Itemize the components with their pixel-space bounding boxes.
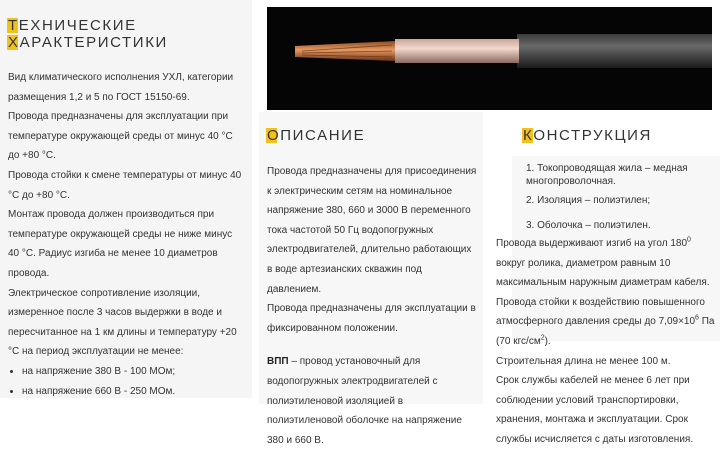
tech-heading: ТЕХНИЧЕСКИЕ ХАРАКТЕРИСТИКИ	[8, 17, 168, 51]
length-paragraph: Строительная длина не менее 100 м.	[496, 355, 671, 367]
list-item: • на напряжение 380 В - 100 МОм;	[22, 362, 246, 382]
description-heading: ОПИСАНИЕ	[267, 127, 366, 144]
tech-body	[8, 68, 246, 401]
tech-panel	[0, 0, 252, 398]
construction-panel	[490, 112, 720, 445]
tech-paragraph: Монтаж провода должен производиться при температуре окружающей среды не ниже минус 40 °С. Радиус изгиба не менее 10 диаметров провода.	[8, 209, 233, 279]
bend-paragraph: Провода выдерживают изгиб на угол $180^0$ вокруг ролика, диаметром равным 10 максимальным наружным диаметрам кабеля.	[496, 236, 710, 289]
vpp-label: ВПП	[267, 356, 289, 368]
vpp-paragraph: ВПП – провод установочный для водопогружных электродвигателей с полиэтиленовой изоляцией в полиэтиленовой оболочке на напряжение 380 и 660 В.	[267, 356, 462, 446]
description-paragraph: Провода предназначены для присоединения к электрическим сетям на номинальное напряжение 380, 660 и 3000 В переменного тока частотой 50 Гц водопогружных электродвигателей, длительно работающих в воде артезианских скважин под давлением.	[267, 166, 477, 295]
list-item: 3. Оболочка – полиэтилен.	[526, 220, 651, 231]
description-panel	[259, 112, 483, 446]
cable-photo	[267, 7, 712, 110]
service-paragraph: Срок службы кабелей не менее 6 лет при соблюдении условий транспортировки, хранения, монтажа и эксплуатации. Срок службы исчисляется с даты изготовления.	[496, 375, 694, 445]
cable-icon	[267, 7, 712, 110]
tech-paragraph: Электрическое сопротивление изоляции, измеренное после 3 часов выдержки в воде и пересчитанное на 1 км длины и температуру +20 °С на период эксплуатации не менее:	[8, 287, 237, 358]
list-item: 2. Изоляция – полиэтилен;	[526, 195, 651, 206]
tech-paragraph: Провода предназначены для эксплуатации при температуре окружающей среды от минус 40 °С до +80 °С.	[8, 111, 233, 162]
construction-heading: КОНСТРУКЦИЯ	[523, 127, 652, 144]
tech-paragraph: Провода стойки к смене температуры от минус 40 °С до +80 °С.	[8, 169, 242, 201]
description-paragraph: Провода предназначены для эксплуатации в фиксированном положении.	[267, 303, 476, 334]
description-body	[267, 162, 477, 450]
resistance-list	[8, 362, 246, 401]
list-item: • на напряжение 660 В - 250 МОм.	[22, 382, 246, 402]
pressure-paragraph: Провода стойки к воздействию повышенного атмосферного давления среды до $7,09\times 10^6$ Па (70 кгс/$см^2$).	[496, 296, 715, 347]
construction-body	[496, 234, 718, 450]
construction-list	[526, 162, 710, 232]
list-item: 1. Токопроводящая жила – медная многопроволочная.	[526, 163, 688, 187]
tech-paragraph: Вид климатического исполнения УХЛ, категории размещения 1,2 и 5 по ГОСТ 15150-69.	[8, 72, 234, 103]
